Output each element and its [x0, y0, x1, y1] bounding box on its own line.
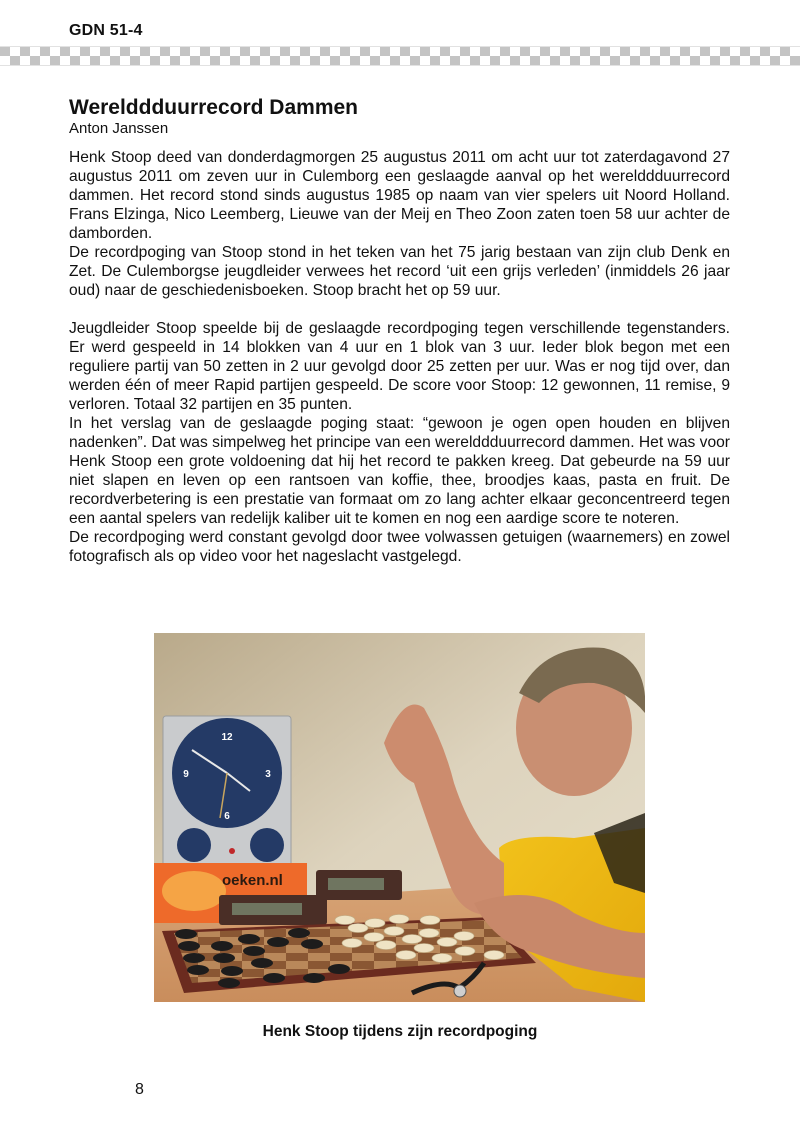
wall-clock-icon	[163, 716, 291, 866]
page-number: 8	[135, 1081, 144, 1098]
article-body	[69, 148, 730, 566]
issue-label: GDN 51-4	[69, 22, 143, 39]
paragraph: De recordpoging werd constant gevolgd door twee volwassen getuigen (waarnemers) en zowel fotografisch als op video voor het nageslacht vastgelegd.	[69, 529, 730, 565]
photo-caption: Henk Stoop tijdens zijn recordpoging	[262, 1023, 538, 1040]
article-author: Anton Janssen	[69, 120, 169, 137]
paragraph: Henk Stoop deed van donderdagmorgen 25 augustus 2011 om acht uur tot zaterdagavond 27 augustus 2011 om zeven uur in Culemborg een geslaagde aanval op het werelddduurrecord dammen. Het record stond sinds augustus 1985 op naam van vier spelers uit Noord Holland. Frans Elzinga, Nico Leemberg, Lieuwe van der Meij en Theo Zoon zaten toen 58 uur achter de damborden.	[69, 149, 730, 242]
svg-text:12: 12	[221, 732, 233, 743]
paragraph: Jeugdleider Stoop speelde bij de geslaagde recordpoging tegen verschillende tegenstanders. Er werd gespeeld in 14 blokken van 4 uur en 1 blok van 3 uur. Ieder blok begon met een reguliere partij van 50 zetten in 2 uur gevolgd door 25 zetten per uur. Was er nog tijd over, dan werden één of meer Rapid partijen gespeeld. De score voor Stoop: 12 gewonnen, 11 remise, 9 verloren. Totaal 32 partijen en 35 punten.	[69, 320, 730, 413]
paragraph: De recordpoging van Stoop stond in het teken van het 75 jarig bestaan van zijn club Denk en Zet. De Culemborgse jeugdleider verwees het record ‘uit een grijs verleden’ (inmiddels 26 jaar oud) naar de geschiedenisboeken. Stoop bracht het op 59 uur.	[69, 244, 730, 299]
svg-text:9: 9	[183, 769, 189, 780]
svg-text:oeken.nl: oeken.nl	[222, 872, 283, 889]
svg-text:3: 3	[265, 769, 271, 780]
paragraph: In het verslag van de geslaagde poging staat: “gewoon je ogen open houden en blijven nadenken”. Dat was simpelweg het principe van een werelddduurrecord dammen. Het was voor Henk Stoop een grote voldoening dat hij het record te pakken kreeg. Dat gebeurde na 59 uur niet slapen en leven op een rantsoen van koffie, thee, broodjes kaas, pasta en fruit. De recordverbetering is een prestatie van formaat om zo lang achter elkaar geconcentreerd tegen een aantal spelers van redelijk kaliber uit te komen en nog een aardige score te noteren.	[69, 415, 730, 527]
paragraph-spacer	[69, 300, 730, 319]
svg-text:6: 6	[224, 811, 230, 822]
checkered-divider	[0, 46, 800, 66]
article-title: Werelddduurrecord Dammen	[69, 96, 359, 119]
article-photo	[154, 633, 645, 1002]
photo-illustration	[154, 633, 645, 1002]
